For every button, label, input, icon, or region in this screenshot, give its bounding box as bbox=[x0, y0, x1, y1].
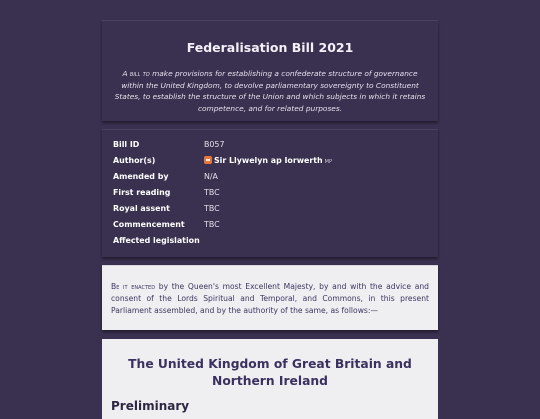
commencement-label: Commencement bbox=[113, 220, 185, 229]
bill-title-card bbox=[102, 20, 438, 121]
author-suffix: MP bbox=[324, 159, 332, 165]
commencement-value: TBC bbox=[204, 220, 220, 229]
author-label: Author(s) bbox=[113, 156, 156, 165]
bill-long-title bbox=[114, 68, 426, 114]
bill-desc-lead: A bill to bbox=[122, 69, 150, 78]
section-heading: Preliminary bbox=[111, 399, 190, 413]
affected-legislation-label: Affected legislation bbox=[113, 236, 200, 245]
author-value[interactable] bbox=[204, 156, 332, 165]
amended-label: Amended by bbox=[113, 172, 169, 181]
enacting-formula bbox=[111, 281, 429, 317]
bill-title: Federalisation Bill 2021 bbox=[186, 40, 354, 55]
part-heading: The United Kingdom of Great Britain and Northern Ireland bbox=[128, 357, 412, 388]
enacting-lead: Be it enacted bbox=[111, 282, 156, 291]
author-name-link[interactable]: Sir Llywelyn ap Iorwerth bbox=[214, 156, 323, 165]
author-avatar-icon bbox=[204, 156, 212, 164]
bill-info-card bbox=[102, 129, 438, 257]
bill-id-label: Bill ID bbox=[113, 140, 140, 149]
first-reading-label: First reading bbox=[113, 188, 171, 197]
royal-assent-label: Royal assent bbox=[113, 204, 170, 213]
royal-assent-value: TBC bbox=[204, 204, 220, 213]
enacting-text: by the Queen's most Excellent Majesty, by and with the advice and consent of the Lords Spiritual and Temporal, and Commons, in this present Parliament assembled, and by the authority of the same, as follows:— bbox=[111, 282, 429, 315]
first-reading-value: TBC bbox=[204, 188, 220, 197]
bill-desc-text: make provisions for establishing a confederate structure of governance within the United Kingdom, to devolve parliamentary sovereignty to Constituent States, to establish the structure of the Union and which subjects in which it retains competence, and for related purposes. bbox=[114, 69, 426, 113]
enacting-formula-card bbox=[102, 265, 438, 330]
bill-id-value: B057 bbox=[204, 140, 225, 149]
bill-body-card bbox=[102, 339, 438, 419]
amended-value: N/A bbox=[204, 172, 218, 181]
